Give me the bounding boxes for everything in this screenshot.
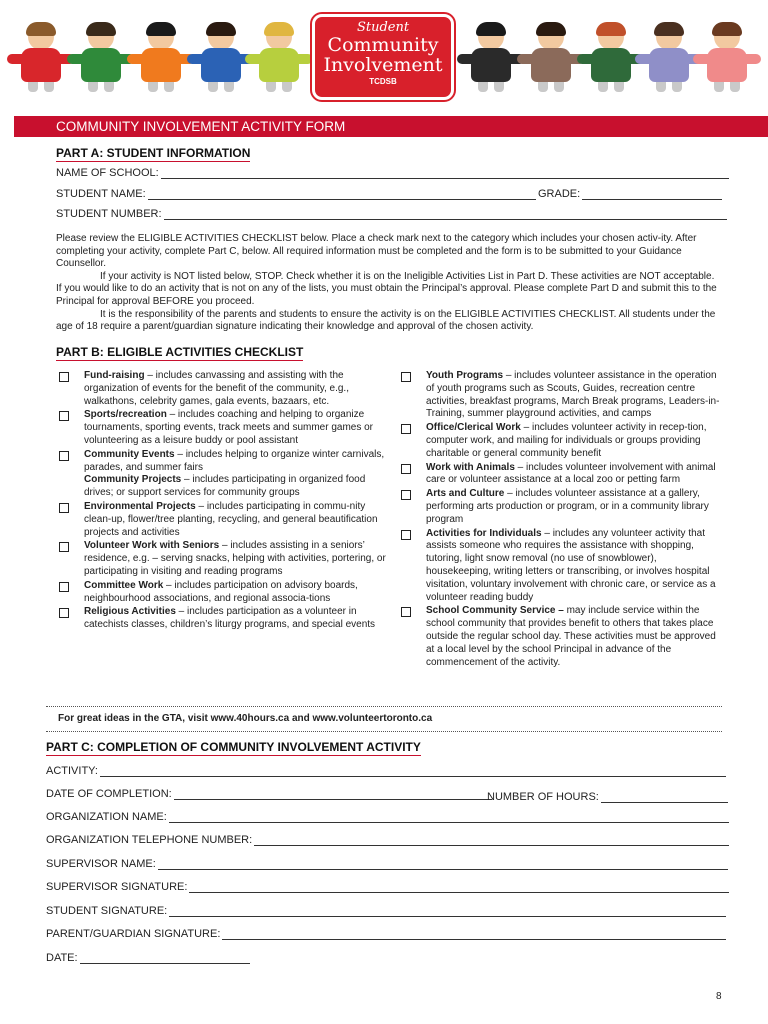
checklist-item-title: Arts and Culture [426,488,505,500]
checklist-item[interactable] [398,605,723,669]
mascot-head [28,24,54,50]
student-signature-label: STUDENT SIGNATURE: [46,905,168,917]
mascot-hair [536,22,566,36]
mascot-figure [470,24,512,92]
part-c-heading-text: PART C: COMPLETION OF COMMUNITY INVOLVEMENT ACTIVITY [46,740,421,754]
mascot-head [478,24,504,50]
grade-label: GRADE: [538,188,581,200]
checklist-item[interactable] [398,422,723,460]
supervisor-signature-line[interactable] [189,891,729,893]
mascot-head [538,24,564,50]
checklist-item-title: Religious Activities [84,606,176,618]
checklist-item-title: Office/Clerical Work [426,422,521,434]
checklist-item-text: – includes any volunteer activity that assists someone who requires the assistance with shopping, tutoring, light snow removal (no use of snowblower), housekeeping, writing letters or transcribing, or involves hospital visitation, voluntary involvement with chronic care, or service as a volunteer reading buddy [426,527,716,603]
mascot-body [141,48,181,82]
mascot-arms [67,54,135,64]
mascot-legs [88,82,114,92]
checkbox[interactable] [401,372,411,382]
header-banner [0,0,768,100]
student-name-field[interactable] [56,188,536,200]
mascot-hair [26,22,56,36]
student-signature-line[interactable] [169,915,726,917]
part-b-heading-text: PART B: ELIGIBLE ACTIVITIES CHECKLIST [56,345,304,359]
page-number: 8 [716,991,722,1002]
checklist-item-text: – includes helping to organize winter carnivals, parades, and summer fairs [84,448,385,473]
logo-line-student: Student [356,20,410,35]
supervisor-signature-field[interactable] [46,881,729,893]
number-of-hours-line[interactable] [601,801,728,803]
mascot-body [649,48,689,82]
organization-phone-label: ORGANIZATION TELEPHONE NUMBER: [46,834,253,846]
logo-line-tcdsb: TCDSB [369,77,397,86]
mascot-figure [200,24,242,92]
mascot-figure [530,24,572,92]
checklist-item-title: Sports/recreation [84,409,167,421]
checklist-item-title: Community Events [84,448,175,460]
activity-label: ACTIVITY: [46,765,98,777]
mascot-legs [598,82,624,92]
mascot-hair [264,22,294,36]
grade-field[interactable] [538,188,722,200]
mascot-body [81,48,121,82]
student-number-label: STUDENT NUMBER: [56,208,162,220]
instructions [56,233,722,334]
mascot-legs [208,82,234,92]
checklist-item[interactable] [398,488,723,526]
supervisor-signature-label: SUPERVISOR SIGNATURE: [46,881,188,893]
organization-name-line[interactable] [169,821,729,823]
checklist-item-title: Activities for Individuals [426,527,542,539]
checklist-item[interactable] [398,370,723,421]
mascot-figure [20,24,62,92]
checklist-item[interactable] [56,606,386,632]
checklist-item[interactable] [56,409,386,447]
mascot-head [266,24,292,50]
checklist-item-text: – includes volunteer assistance in the operation of youth programs such as Scouts, Guides, recreation centre activities, breakfast programs, March Break programs, Leaders-in-Training, summer playground activities, and camps [426,370,720,420]
part-c-heading [46,740,421,754]
checklist-left-column [56,370,386,633]
mascot-body [259,48,299,82]
checklist-item-text: – includes volunteer activity in recep-tion, computer work, and mailing for individuals or groups providing charitable or general community benefit [426,422,707,459]
part-a-heading [56,146,250,160]
dotted-divider-top [46,706,722,707]
checklist-item[interactable] [56,370,386,408]
mascot-arms [7,54,75,64]
student-signature-field[interactable] [46,905,726,917]
date-of-completion-field[interactable] [46,788,492,800]
activity-field[interactable] [46,765,726,777]
mascot-legs [656,82,682,92]
mascot-head [598,24,624,50]
mascot-legs [28,82,54,92]
checkbox[interactable] [59,608,69,618]
checklist-item-title: Environmental Projects [84,500,196,512]
date-field[interactable] [46,952,250,964]
checklist-item-text: – includes participation on advisory boards, neighbourhood associations, and regional associa-tions [84,579,358,604]
mascot-arms [693,54,761,64]
date-line[interactable] [80,962,250,964]
checkbox[interactable] [401,530,411,540]
checklist-item[interactable] [398,462,723,488]
checklist-item-text: – includes canvassing and assisting with the organization of events for the benefit of the community, e.g., walkathons, celebrity games, gala events, bazaars, etc. [84,370,349,407]
checkbox[interactable] [401,607,411,617]
mascot-body [21,48,61,82]
checklist-item-text: – includes participation as a volunteer in catechists classes, children’s liturgy programs, and special events [84,606,376,631]
mascot-legs [148,82,174,92]
checkbox[interactable] [59,451,69,461]
student-name-line[interactable] [148,198,536,200]
checklist-item-title: Work with Animals [426,461,515,473]
checklist-item-title: Youth Programs [426,370,504,381]
community-involvement-logo [312,14,454,100]
supervisor-name-line[interactable] [158,868,728,870]
logo-line-involvement: Involvement [323,54,443,76]
number-of-hours-label: NUMBER OF HOURS: [487,791,599,803]
mascot-arms [245,54,313,64]
mascot-head [208,24,234,50]
student-number-field[interactable] [56,208,727,220]
checklist-item[interactable] [56,501,386,539]
mascot-legs [714,82,740,92]
checklist-item-title: Committee Work [84,579,164,591]
mascot-head [148,24,174,50]
mascot-arms [517,54,585,64]
checklist-item-text: – includes participating in organized food drives; or support services for community groups [84,474,366,499]
date-of-completion-line[interactable] [174,798,492,800]
dotted-divider-bottom [46,731,722,732]
date-label: DATE: [46,952,78,964]
mascot-hair [206,22,236,36]
organization-phone-field[interactable] [46,834,729,846]
checkbox[interactable] [59,372,69,382]
mascot-arms [127,54,195,64]
grade-line[interactable] [582,198,722,200]
checklist-item-text: – includes volunteer assistance at a gallery, performing arts production or program, or in a community library program [426,488,709,525]
part-a-heading-text: PART A: STUDENT INFORMATION [56,146,251,160]
checkbox[interactable] [401,464,411,474]
checkbox[interactable] [59,503,69,513]
mascot-arms [457,54,525,64]
form-title: COMMUNITY INVOLVEMENT ACTIVITY FORM [14,116,768,137]
checklist-item-text: – includes volunteer involvement with animal care or volunteer assistance at a local zoo or petting farm [426,461,716,486]
mascot-hair [476,22,506,36]
school-name-label: NAME OF SCHOOL: [56,167,159,179]
checklist-item[interactable] [56,449,386,500]
checkbox[interactable] [59,542,69,552]
mascot-figure [258,24,300,92]
mascot-figure [590,24,632,92]
checklist-item-text: may include service within the school community that provides benefit to others that takes place outside the regular school day. These activities must be approved at a local level by the school Principal in advance of the commencement of the activity. [426,605,716,668]
checklist-item-title: Fund-raising [84,370,145,381]
student-number-line[interactable] [164,218,727,220]
mascot-figure [706,24,748,92]
mascot-body [201,48,241,82]
checklist-right-column [398,370,723,670]
part-b-heading [56,345,303,359]
checklist-item-text: – includes assisting in a seniors’ residence, e.g. – serving snacks, helping with activities, portering, or participating in visiting and reading programs [84,540,386,577]
number-of-hours-field[interactable] [487,791,728,803]
supervisor-name-label: SUPERVISOR NAME: [46,858,156,870]
mascot-hair [86,22,116,36]
organization-phone-line[interactable] [254,844,729,846]
checklist-item-title: School Community Service – [426,605,564,617]
mascot-hair [596,22,626,36]
parent-signature-field[interactable] [46,928,726,940]
parent-signature-label: PARENT/GUARDIAN SIGNATURE: [46,928,221,940]
school-name-line[interactable] [161,177,729,179]
checklist-item-text: – includes participating in commu-nity clean-up, flower/tree planting, recycling, and general beautification projects and activities [84,500,378,538]
mascot-body [531,48,571,82]
mascot-legs [266,82,292,92]
gta-ideas-tip: For great ideas in the GTA, visit www.40hours.ca and www.volunteertoronto.ca [58,713,433,724]
student-name-label: STUDENT NAME: [56,188,146,200]
mascot-figure [648,24,690,92]
mascot-hair [654,22,684,36]
mascot-head [714,24,740,50]
mascot-head [656,24,682,50]
instruction-paragraph-3: It is the responsibility of the parents and students to ensure the activity is on the ELIGIBLE ACTIVITIES CHECKLIST. All students under the age of 18 require a parent/guardian signature indicating their knowledge and approval of the chosen activity. [56,308,716,333]
organization-name-field[interactable] [46,811,729,823]
instruction-paragraph-2: If your activity is NOT listed below, STOP. Check whether it is on the Ineligible Activities List in Part D. These activities are NOT acceptable. If you would like to do an activity that is not on any of the lists, you must obtain the Principal’s approval. Please complete Part D and submit this to the Principal for approval BEFORE you proceed. [56,270,717,307]
parent-signature-line[interactable] [222,938,726,940]
checklist-item-title: Volunteer Work with Seniors [84,540,220,552]
mascot-head [88,24,114,50]
logo-line-community: Community [327,34,439,56]
supervisor-name-field[interactable] [46,858,728,870]
mascot-figure [140,24,182,92]
school-name-field[interactable] [56,167,729,179]
checklist-item[interactable] [56,540,386,578]
mascot-body [591,48,631,82]
checklist-item[interactable] [56,580,386,606]
mascot-legs [478,82,504,92]
mascot-hair [712,22,742,36]
mascot-hair [146,22,176,36]
mascot-body [707,48,747,82]
checkbox[interactable] [59,411,69,421]
checkbox[interactable] [59,582,69,592]
checkbox[interactable] [401,490,411,500]
checklist-item-title: Community Projects [84,474,182,486]
mascot-figure [80,24,122,92]
checklist-item-text: – includes coaching and helping to organize tournaments, sporting events, track meets and summer games or volunteering as a leisure buddy or pool assistant [84,409,374,446]
instruction-paragraph-1: Please review the ELIGIBLE ACTIVITIES CHECKLIST below. Place a check mark next to the category which includes your chosen activ-ity. After completing your activity, complete Part C, below. All required information must be completed and the form is to be submitted to your Guidance Counsellor. [56,233,697,270]
checkbox[interactable] [401,424,411,434]
mascot-body [471,48,511,82]
date-of-completion-label: DATE OF COMPLETION: [46,788,172,800]
checklist-item[interactable] [398,528,723,605]
organization-name-label: ORGANIZATION NAME: [46,811,167,823]
activity-line[interactable] [100,775,726,777]
mascot-legs [538,82,564,92]
